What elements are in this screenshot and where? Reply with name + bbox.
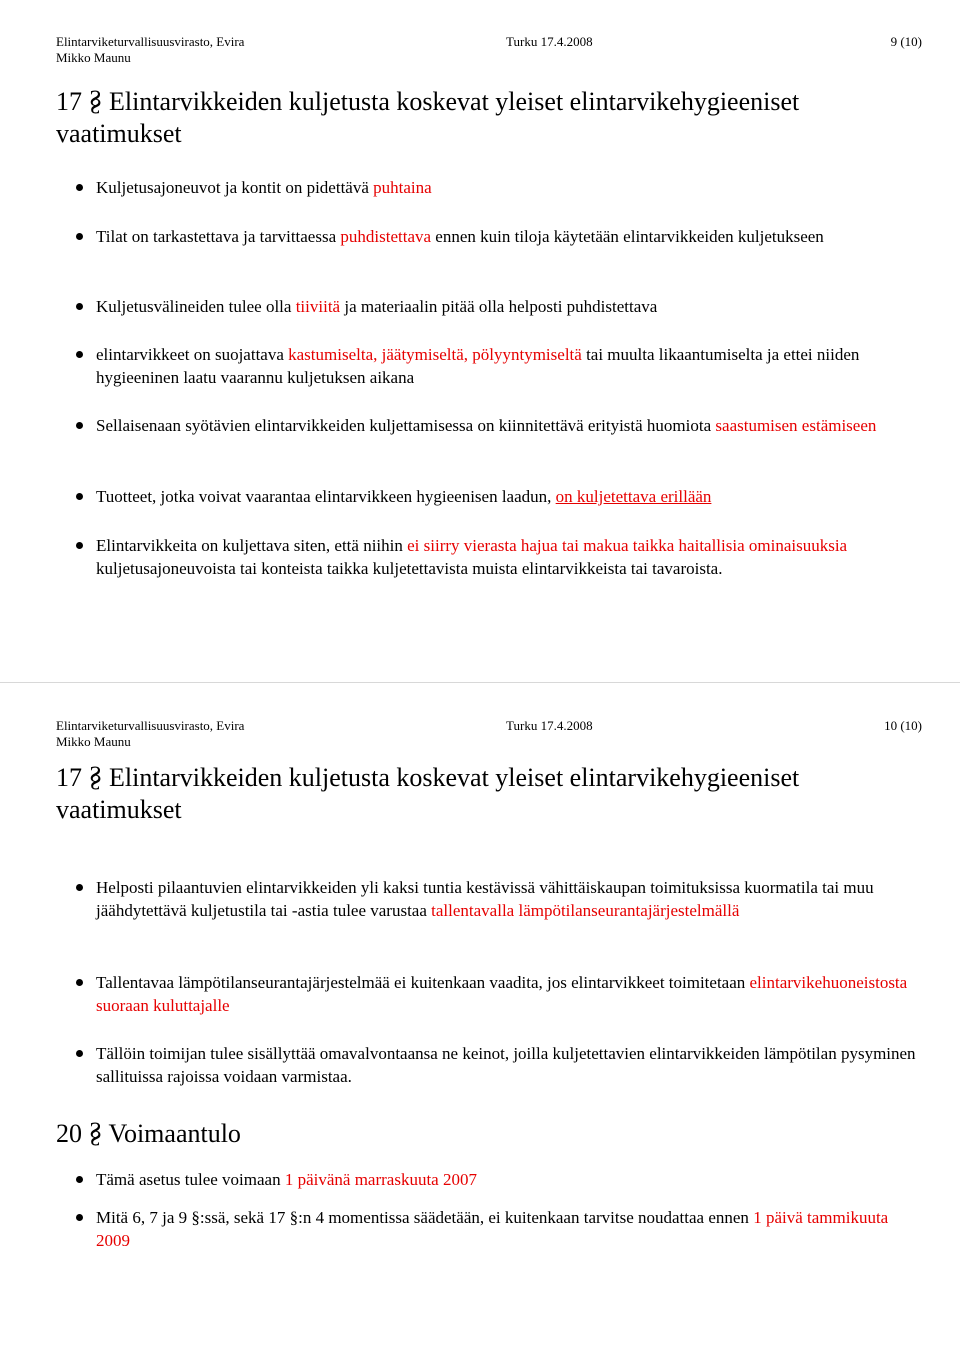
list-item — [96, 1042, 916, 1088]
section-sign: § — [88, 1119, 103, 1150]
list-item — [96, 534, 916, 580]
bullet-icon — [76, 979, 83, 986]
item-highlight: ei siirry vierasta hajua tai makua taikka haitallisia ominaisuuksia — [407, 536, 848, 555]
item-highlight: saastumisen estämiseen — [715, 416, 877, 435]
section-sign: § — [289, 1208, 299, 1227]
item-text: Tuotteet, jotka voivat vaarantaa elintarvikkeen hygieenisen laadun, — [96, 487, 556, 506]
section-title-text: Elintarvikkeiden kuljetusta koskevat yleiset elintarvikehygieeniset vaatimukset — [56, 87, 800, 148]
page-9 — [0, 0, 960, 683]
section-number: 20 — [56, 1119, 82, 1148]
item-text: ja materiaalin pitää olla helposti puhdistettava — [340, 297, 658, 316]
item-text: Helposti pilaantuvien elintarvikkeiden yli kaksi tuntia kestävissä vähittäiskaupan toimituksissa kuormatila tai muu jäähdytettävä kuljetustila tai -astia tulee varustaa — [96, 878, 874, 920]
item-text: Kuljetusajoneuvot ja kontit on pidettävä — [96, 178, 374, 197]
section-sign: § — [191, 1208, 200, 1227]
bullet-icon — [76, 493, 83, 500]
list-item — [96, 414, 916, 437]
bullet-icon — [76, 1214, 83, 1221]
item-text: Tilat on tarkastettava ja tarvittaessa — [96, 227, 341, 246]
bullet-icon — [76, 1050, 83, 1057]
bullet-icon — [76, 422, 83, 429]
item-highlight: tallentavalla lämpötilanseurantajärjestelmällä — [431, 901, 740, 920]
header-organization: Elintarviketurvallisuusvirasto, Evira — [56, 34, 245, 49]
item-text: Tämä asetus tulee voimaan — [96, 1170, 285, 1189]
bullet-icon — [76, 351, 83, 358]
bullet-icon — [76, 542, 83, 549]
item-highlight: tiiviitä — [295, 297, 341, 316]
item-text: Sellaisenaan syötävien elintarvikkeiden kuljettamisessa on kiinnitettävä erityistä huomiota — [96, 416, 716, 435]
list-item — [96, 876, 916, 922]
page-10 — [0, 684, 960, 1367]
bullet-icon — [76, 303, 83, 310]
list-item — [96, 1168, 916, 1191]
item-text: Mitä 6, 7 ja 9 — [96, 1208, 192, 1227]
item-highlight: 1 päivänä marraskuuta 2007 — [284, 1170, 477, 1189]
bullet-icon — [76, 233, 83, 240]
item-text: elintarvikkeet on suojattava — [96, 345, 289, 364]
section-sign: § — [88, 87, 103, 118]
section-title — [56, 762, 916, 826]
item-highlight: puhdistettava — [340, 227, 432, 246]
item-highlight: puhtaina — [373, 178, 432, 197]
section-title-text: Elintarvikkeiden kuljetusta koskevat yleiset elintarvikehygieeniset vaatimukset — [56, 763, 800, 824]
header-date: Turku 17.4.2008 — [506, 718, 593, 733]
item-highlight: elintarvikehuoneistosta suoraan kuluttajalle — [96, 973, 908, 1015]
section-title — [56, 86, 916, 150]
list-item — [96, 225, 916, 248]
item-highlight: 1 päivä tammikuuta 2009 — [96, 1208, 889, 1250]
item-text: kuljetusajoneuvoista tai konteista taikka kuljetettavista muista elintarvikkeista tai tavaroista. — [96, 559, 723, 578]
list-item — [96, 971, 916, 1017]
list-item — [96, 1206, 916, 1252]
header-date: Turku 17.4.2008 — [506, 34, 593, 49]
header-author: Mikko Maunu — [56, 50, 131, 65]
bullet-icon — [76, 1176, 83, 1183]
header-page-number: 10 (10) — [884, 718, 922, 733]
item-text: Tallentavaa lämpötilanseurantajärjestelmää ei kuitenkaan vaadita, jos elintarvikkeet toimitetaan — [96, 973, 750, 992]
bullet-icon — [76, 184, 83, 191]
list-item — [96, 485, 916, 508]
section-sign: § — [88, 763, 103, 794]
item-text: Kuljetusvälineiden tulee olla — [96, 297, 296, 316]
item-text: Tällöin toimijan tulee sisällyttää omavalvontaansa ne keinot, joilla kuljetettavien elintarvikkeiden lämpötilan pysyminen sallituissa rajoissa voidaan varmistaa. — [96, 1044, 916, 1086]
section-number: 17 — [56, 87, 82, 116]
bullet-icon — [76, 884, 83, 891]
item-highlight: kastumiselta, jäätymiseltä, pölyyntymiseltä — [288, 345, 582, 364]
section-title-text: Voimaantulo — [108, 1119, 241, 1148]
header-author: Mikko Maunu — [56, 734, 131, 749]
item-text: :n 4 momentissa säädetään, ei kuitenkaan tarvitse noudattaa ennen — [298, 1208, 754, 1227]
list-item — [96, 295, 916, 318]
list-item — [96, 176, 916, 199]
header-page-number: 9 (10) — [890, 34, 922, 49]
item-highlight: on kuljetettava erillään — [555, 487, 712, 506]
item-text: Elintarvikkeita on kuljettava siten, että niihin — [96, 536, 408, 555]
section-20-title — [56, 1118, 916, 1150]
item-text: ennen kuin tiloja käytetään elintarvikkeiden kuljetukseen — [431, 227, 824, 246]
section-number: 17 — [56, 763, 82, 792]
list-item — [96, 343, 916, 389]
header-organization: Elintarviketurvallisuusvirasto, Evira — [56, 718, 245, 733]
item-text: tai muulta likaantumiselta ja ettei niiden hygieeninen laatu vaarannu kuljetuksen aikana — [96, 345, 860, 387]
item-text: :ssä, sekä 17 — [199, 1208, 290, 1227]
